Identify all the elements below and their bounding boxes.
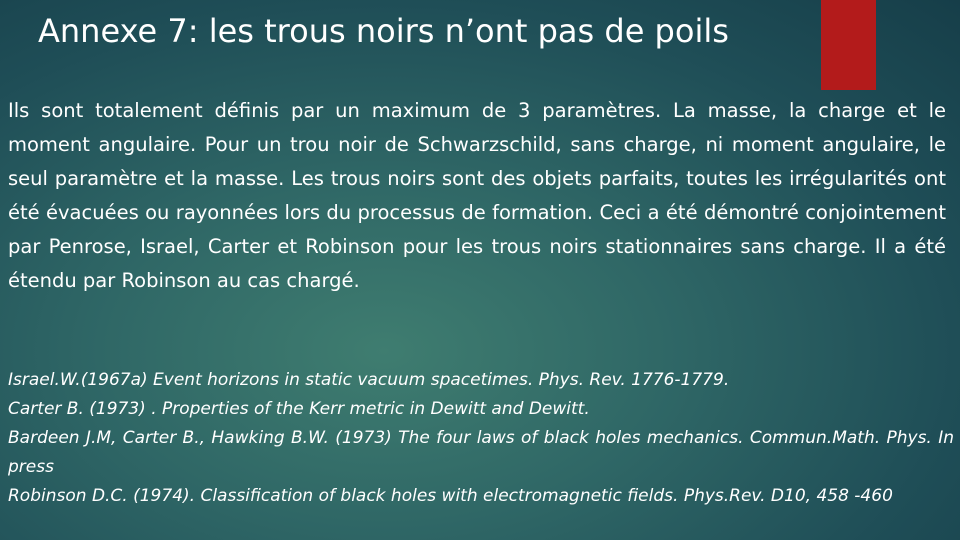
reference-item: Bardeen J.M, Carter B., Hawking B.W. (1973) The four laws of black holes mechanics. Commun.Math. Phys. In press [8,428,954,477]
slide-title: Annexe 7: les trous noirs n’ont pas de poils [38,12,729,50]
references-list [8,366,954,511]
body-paragraph: Ils sont totalement définis par un maximum de 3 paramètres. La masse, la charge et le moment angulaire. Pour un trou noir de Schwarzschild, sans charge, ni moment angulaire, le seul paramètre et la masse. Les trous noirs sont des objets parfaits, toutes les irrégularités ont été évacuées ou rayonnées lors du processus de formation. Ceci a été démontré conjointement par Penrose, Israel, Carter et Robinson pour les trous noirs stationnaires sans charge. Il a été étendu par Robinson au cas chargé. [8,99,946,292]
accent-bar [821,0,876,90]
reference-item: Carter B. (1973) . Properties of the Kerr metric in Dewitt and Dewitt. [8,399,590,419]
reference-item: Robinson D.C. (1974). Classification of black holes with electromagnetic fields. Phys.Rev. D10, 458 -460 [8,486,893,506]
reference-item: Israel.W.(1967a) Event horizons in static vacuum spacetimes. Phys. Rev. 1776-1779. [8,370,730,390]
